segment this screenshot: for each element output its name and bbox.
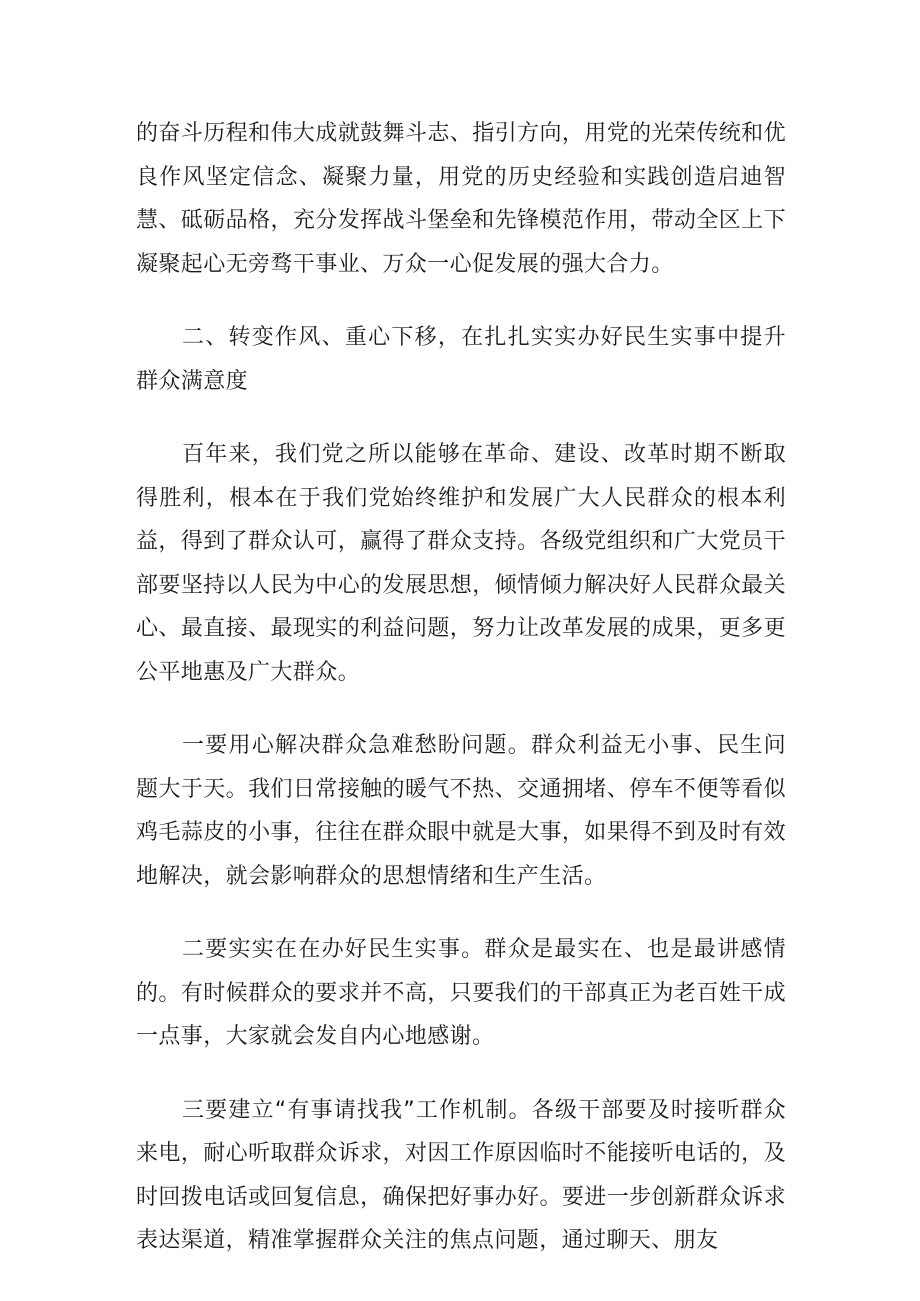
document-page xyxy=(136,112,786,1293)
paragraph: 百年来，我们党之所以能够在革命、建设、改革时期不断取得胜利，根本在于我们党始终维护和发展广大人民群众的根本利益，得到了群众认可，赢得了群众支持。各级党组织和广大党员干部要坚持以人民为中心的发展思想，倾情倾力解决好人民群众最关心、最直接、最现实的利益问题，努力让改革发展的成果，更多更公平地惠及广大群众。 xyxy=(136,442,786,685)
section-heading: 二、转变作风、重心下移，在扎扎实实办好民生实事中提升群众满意度 xyxy=(136,325,786,394)
paragraph: 二要实实在在办好民生实事。群众是最实在、也是最讲感情的。有时候群众的要求并不高，只要我们的干部真正为老百姓干成一点事，大家就会发自内心地感谢。 xyxy=(136,937,786,1049)
paragraph: 一要用心解决群众急难愁盼问题。群众利益无小事、民生问题大于天。我们日常接触的暖气不热、交通拥堵、停车不便等看似鸡毛蒜皮的小事，往往在群众眼中就是大事，如果得不到及时有效地解决，就会影响群众的思想情绪和生产生活。 xyxy=(136,733,786,889)
paragraph: 三要建立“有事请找我”工作机制。各级干部要及时接听群众来电，耐心听取群众诉求，对因工作原因临时不能接听电话的，及时回拨电话或回复信息，确保把好事办好。要进一步创新群众诉求表达渠道，精准掌握群众关注的焦点问题，通过聊天、朋友 xyxy=(136,1097,786,1253)
paragraph-continuation: 的奋斗历程和伟大成就鼓舞斗志、指引方向，用党的光荣传统和优良作风坚定信念、凝聚力量，用党的历史经验和实践创造启迪智慧、砥砺品格，充分发挥战斗堡垒和先锋模范作用，带动全区上下凝聚起心无旁骛干事业、万众一心促发展的强大合力。 xyxy=(136,121,786,277)
